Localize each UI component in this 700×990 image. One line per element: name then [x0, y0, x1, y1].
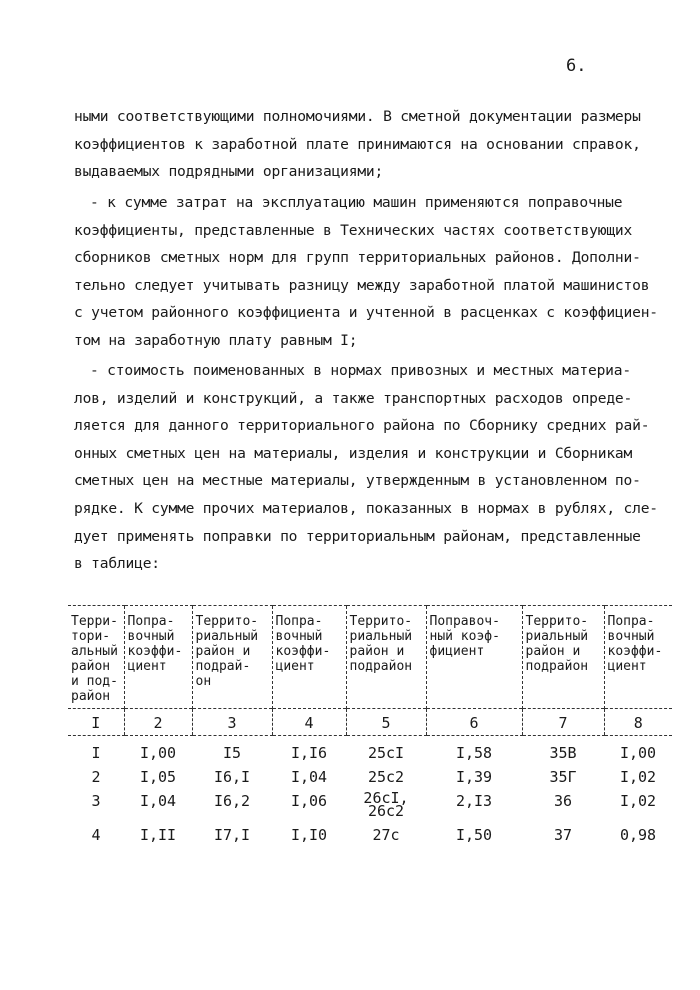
table-cell: 27c — [372, 826, 400, 844]
table-cell: I,04 — [290, 768, 328, 786]
text-line: - стоимость поименованных в нормах привозных и местных материа- — [90, 362, 631, 379]
column-number: 3 — [192, 709, 272, 736]
text-line: - к сумме затрат на эксплуатацию машин применяются поправочные — [90, 194, 623, 211]
table-cell: I,50 — [455, 826, 493, 844]
column-number: 8 — [604, 709, 672, 736]
text-line: коэффициенты, представленные в Технических частях соответствующих — [74, 221, 633, 239]
table-cell: 35Г — [549, 768, 577, 786]
table-row — [68, 826, 672, 850]
text-line: сметных цен на местные материалы, утвержденным в установленном по- — [74, 472, 641, 490]
text-line: том на заработную плату равным I; — [74, 331, 358, 349]
table-cell: 2 — [91, 768, 101, 786]
column-number: 6 — [426, 709, 522, 736]
table-cell: I7,I — [213, 826, 251, 844]
table-cell: I,05 — [139, 768, 177, 786]
table-cell: 3 — [91, 792, 101, 810]
table-row — [68, 792, 672, 826]
column-number: I — [68, 709, 124, 736]
header-cell: Терри- тори- альный район и под- район — [68, 606, 124, 709]
header-cell: Попра- вочный коэффи- циент — [124, 606, 192, 709]
table-cell: 25c2 — [367, 768, 405, 786]
column-number: 5 — [346, 709, 426, 736]
table-cell: 26cI, 26c2 — [363, 789, 409, 820]
header-cell: Террито- риальный район и подрайон — [522, 606, 604, 709]
table-cell: I,I0 — [290, 826, 328, 844]
table-cell: I,58 — [455, 744, 493, 762]
paragraph-materials — [74, 357, 664, 578]
table-cell: I,II — [139, 826, 177, 844]
page-number: 6. — [566, 56, 587, 76]
header-cell: Террито- риальный район и подрайон — [346, 606, 426, 709]
table-row — [68, 736, 672, 769]
header-cell: Попра- вочный коэффи- циент — [272, 606, 346, 709]
text-line: онных сметных цен на материалы, изделия и конструкции и Сборникам — [74, 444, 633, 462]
text-line: ляется для данного территориального района по Сборнику средних рай- — [74, 417, 650, 435]
table-cell: 4 — [91, 826, 101, 844]
table-cell: 25cI — [367, 744, 405, 762]
column-number-row — [68, 709, 672, 736]
table-header-row — [68, 606, 672, 709]
text-line: сборников сметных норм для групп территориальных районов. Дополни- — [74, 249, 641, 267]
column-number: 4 — [272, 709, 346, 736]
text-line: тельно следует учитывать разницу между заработной платой машинистов — [74, 276, 650, 294]
text-line: дует применять поправки по территориальным районам, представленные — [74, 527, 641, 545]
column-number: 7 — [522, 709, 604, 736]
text-line: выдаваемых подрядными организациями; — [74, 163, 384, 181]
table-cell: I6,2 — [213, 792, 251, 810]
table-cell: I,06 — [290, 792, 328, 810]
paragraph-wages — [74, 103, 664, 186]
table-cell: I,00 — [619, 744, 657, 762]
table-cell: I,04 — [139, 792, 177, 810]
column-number: 2 — [124, 709, 192, 736]
text-line: лов, изделий и конструкций, а также транспортных расходов опреде- — [74, 389, 633, 407]
header-cell: Поправоч- ный коэф- фициент — [426, 606, 522, 709]
text-line: с учетом районного коэффициента и учтенной в расценках с коэффициен- — [74, 304, 658, 322]
table-cell: 35В — [549, 744, 577, 762]
table-cell: 36 — [553, 792, 573, 810]
text-line: рядке. К сумме прочих материалов, показанных в нормах в рублях, сле- — [74, 499, 658, 517]
table-cell: 37 — [553, 826, 573, 844]
header-cell: Террито- риальный район и подрай- он — [192, 606, 272, 709]
table-cell: 0,98 — [619, 826, 657, 844]
table-cell: I — [91, 744, 101, 762]
table-cell: I,39 — [455, 768, 493, 786]
table-cell: I,02 — [619, 768, 657, 786]
table-cell: I,02 — [619, 792, 657, 810]
table-cell: I5 — [222, 744, 242, 762]
table-cell: I,00 — [139, 744, 177, 762]
text-line: коэффициентов к заработной плате принимаются на основании справок, — [74, 135, 641, 153]
text-line: ными соответствующими полномочиями. В сметной документации размеры — [74, 108, 641, 125]
table-cell: I6,I — [213, 768, 251, 786]
table-cell: 2,I3 — [455, 792, 493, 810]
text-line: в таблице: — [74, 555, 160, 573]
header-cell: Попра- вочный коэффи- циент — [604, 606, 672, 709]
paragraph-machines — [74, 189, 664, 355]
table-cell: I,I6 — [290, 744, 328, 762]
coefficients-table — [68, 605, 672, 850]
